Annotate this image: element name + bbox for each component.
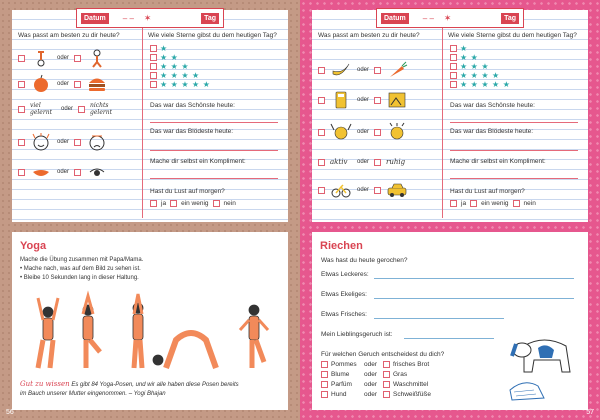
lieblings-field[interactable] bbox=[404, 338, 494, 339]
lust-label: Hast du Lust auf morgen? bbox=[450, 188, 525, 195]
date-label: Datum bbox=[381, 13, 409, 24]
yoga-poses-illustration bbox=[26, 290, 276, 372]
picture-icon bbox=[386, 90, 408, 110]
star-icon: ★ bbox=[502, 80, 511, 89]
diary-sheet-left bbox=[12, 10, 288, 222]
checkbox-wenig[interactable] bbox=[470, 200, 477, 207]
star-icon: ★ bbox=[492, 80, 500, 89]
star-icon: ★ bbox=[460, 62, 468, 71]
checkbox[interactable] bbox=[74, 169, 81, 176]
yoga-card bbox=[12, 232, 288, 410]
option-nein: nein bbox=[223, 200, 236, 207]
checkbox[interactable] bbox=[150, 72, 157, 79]
riechen-question: Was hast du heute gerochen? bbox=[321, 257, 408, 264]
yoga-line3: • Bleibe 10 Sekunden lang in dieser Haltung. bbox=[20, 275, 139, 281]
checkbox[interactable] bbox=[374, 97, 381, 104]
frisches-label: Etwas Frisches: bbox=[321, 311, 367, 318]
oder-label: oder bbox=[61, 106, 74, 112]
date-star-icon: ✶ bbox=[443, 12, 452, 23]
star-icon: ★ bbox=[160, 44, 168, 53]
word-aktiv: aktiv bbox=[330, 158, 348, 166]
checkbox[interactable] bbox=[374, 67, 381, 74]
right-page bbox=[300, 0, 600, 420]
smell-choice-row bbox=[321, 381, 428, 388]
gut-zu-wissen-label: Gut zu wissen bbox=[20, 380, 70, 388]
checkbox[interactable] bbox=[78, 106, 85, 113]
date-bar bbox=[376, 8, 524, 28]
star-icon: ★ bbox=[460, 71, 468, 80]
bicycle-icon bbox=[330, 180, 352, 200]
schoenste-label: Das war das Schönste heute: bbox=[450, 102, 535, 109]
oder-label: oder bbox=[357, 129, 370, 135]
entscheidest-label: Für welchen Geruch entscheidest du dich? bbox=[321, 351, 445, 358]
option-ja: ja bbox=[461, 200, 467, 207]
checkbox[interactable] bbox=[450, 72, 457, 79]
lieblings-label: Mein Lieblingsgeruch ist: bbox=[321, 331, 393, 338]
frisches-field[interactable] bbox=[374, 318, 504, 319]
checkbox[interactable] bbox=[383, 361, 390, 368]
checkbox[interactable] bbox=[374, 159, 381, 166]
option-wenig: ein wenig bbox=[481, 200, 509, 207]
lust-options bbox=[150, 200, 236, 207]
oder-label: oder bbox=[364, 391, 378, 398]
riechen-card bbox=[312, 232, 588, 410]
checkbox-ja[interactable] bbox=[150, 200, 157, 207]
calculator-icon bbox=[330, 90, 352, 110]
question-stars: Wie viele Sterne gibst du dem heutigen Tag? bbox=[448, 32, 577, 39]
sad-face-icon bbox=[86, 132, 108, 152]
word-ruhig: ruhig bbox=[386, 158, 406, 166]
happy-face-icon bbox=[30, 132, 52, 152]
checkbox[interactable] bbox=[321, 381, 328, 388]
checkbox[interactable] bbox=[450, 54, 457, 61]
smell-choice-row bbox=[321, 391, 431, 398]
checkbox[interactable] bbox=[74, 81, 81, 88]
option-b: Waschmittel bbox=[393, 381, 429, 388]
option-b: Schweißfüße bbox=[393, 391, 431, 398]
yoga-line1: Mache die Übung zusammen mit Papa/Mama. bbox=[20, 257, 144, 263]
choice-row bbox=[318, 122, 408, 142]
oder-label: oder bbox=[357, 187, 370, 193]
banana-icon bbox=[330, 60, 352, 80]
checkbox[interactable] bbox=[150, 63, 157, 70]
question-fit: Was passt am besten zu dir heute? bbox=[318, 32, 420, 39]
car-icon bbox=[386, 180, 408, 200]
bloedeste-label: Das war das Blödeste heute: bbox=[150, 128, 234, 135]
lust-options bbox=[450, 200, 536, 207]
word-viel-gelernt: viel gelernt bbox=[30, 102, 53, 116]
option-a: Parfüm bbox=[331, 381, 352, 388]
oder-label: oder bbox=[57, 169, 70, 175]
bloedeste-field[interactable] bbox=[450, 150, 578, 151]
option-b: Gras bbox=[393, 371, 408, 378]
star-icon: ★ bbox=[181, 62, 190, 71]
checkbox[interactable] bbox=[150, 45, 157, 52]
checkbox[interactable] bbox=[318, 159, 325, 166]
star-icon: ★ bbox=[160, 62, 168, 71]
choice-row bbox=[18, 162, 108, 182]
checkbox[interactable] bbox=[74, 139, 81, 146]
checkbox-wenig[interactable] bbox=[170, 200, 177, 207]
closed-eye-icon bbox=[86, 162, 108, 182]
star-icon: ★ bbox=[170, 62, 179, 71]
oder-label: oder bbox=[357, 67, 370, 73]
fact-line1: Es gibt 84 Yoga-Posen, und wir alle haben diese Posen bereits bbox=[71, 382, 239, 388]
bloedeste-label: Das war das Blödeste heute: bbox=[450, 128, 534, 135]
yoga-title: Yoga bbox=[20, 240, 47, 252]
choice-row bbox=[18, 102, 118, 116]
option-a: Hund bbox=[331, 391, 347, 398]
fact-line2: im Bauch unserer Mutter eingenommen. – Yogi Bhajan bbox=[20, 391, 166, 397]
dog-sniffing-shoe-illustration bbox=[504, 316, 584, 406]
oder-label: oder bbox=[364, 371, 378, 378]
checkbox[interactable] bbox=[18, 106, 25, 113]
checkbox[interactable] bbox=[383, 381, 390, 388]
star-rating bbox=[450, 44, 510, 89]
choice-row bbox=[18, 132, 108, 152]
cheering-child-icon bbox=[330, 122, 352, 142]
word-nichts-gelernt: nichts gelernt bbox=[90, 102, 113, 116]
checkbox[interactable] bbox=[321, 391, 328, 398]
page-number: 57 bbox=[586, 409, 594, 416]
date-field[interactable]: – – bbox=[422, 13, 434, 23]
date-field[interactable]: – – bbox=[122, 13, 134, 23]
choice-row bbox=[318, 158, 408, 166]
leckeres-field[interactable] bbox=[374, 278, 574, 279]
checkbox[interactable] bbox=[318, 129, 325, 136]
star-icon: ★ bbox=[192, 80, 200, 89]
checkbox[interactable] bbox=[150, 54, 157, 61]
star-icon: ★ bbox=[470, 71, 479, 80]
oder-label: oder bbox=[357, 159, 370, 165]
checkbox[interactable] bbox=[18, 169, 25, 176]
checkbox[interactable] bbox=[321, 361, 328, 368]
star-icon: ★ bbox=[460, 53, 468, 62]
schoenste-label: Das war das Schönste heute: bbox=[150, 102, 235, 109]
star-icon: ★ bbox=[192, 71, 200, 80]
kompliment-field[interactable] bbox=[450, 178, 578, 179]
checkbox[interactable] bbox=[450, 63, 457, 70]
checkbox[interactable] bbox=[374, 187, 381, 194]
star-icon: ★ bbox=[492, 71, 500, 80]
checkbox[interactable] bbox=[450, 45, 457, 52]
choice-row bbox=[18, 74, 108, 94]
checkbox[interactable] bbox=[150, 81, 157, 88]
star-icon: ★ bbox=[481, 80, 490, 89]
option-ja: ja bbox=[161, 200, 167, 207]
checkbox[interactable] bbox=[374, 129, 381, 136]
choice-row bbox=[18, 48, 108, 68]
oder-label: oder bbox=[364, 381, 378, 388]
yoga-line2: • Mache nach, was auf dem Bild zu sehen ist. bbox=[20, 266, 141, 272]
checkbox[interactable] bbox=[321, 371, 328, 378]
kompliment-label: Mache dir selbst ein Kompliment: bbox=[450, 158, 546, 165]
star-icon: ★ bbox=[160, 53, 168, 62]
oder-label: oder bbox=[57, 81, 70, 87]
question-stars: Wie viele Sterne gibst du dem heutigen Tag? bbox=[148, 32, 277, 39]
star-icon: ★ bbox=[181, 80, 190, 89]
smell-choice-row bbox=[321, 361, 429, 368]
date-star-icon: ✶ bbox=[143, 12, 152, 23]
schoenste-field[interactable] bbox=[450, 122, 578, 123]
day-label: Tag bbox=[501, 13, 519, 24]
carrot-icon bbox=[386, 60, 408, 80]
handstand-child-icon bbox=[30, 48, 52, 68]
choice-row bbox=[318, 90, 408, 110]
star-icon: ★ bbox=[181, 71, 190, 80]
diary-sheet-right bbox=[312, 10, 588, 222]
date-label: Datum bbox=[81, 13, 109, 24]
lust-label: Hast du Lust auf morgen? bbox=[150, 188, 225, 195]
star-icon: ★ bbox=[460, 80, 468, 89]
divider-line bbox=[142, 28, 143, 218]
option-nein: nein bbox=[523, 200, 536, 207]
leckeres-label: Etwas Leckeres: bbox=[321, 271, 369, 278]
divider-line bbox=[442, 28, 443, 218]
star-icon: ★ bbox=[481, 71, 490, 80]
star-icon: ★ bbox=[460, 44, 468, 53]
oder-label: oder bbox=[364, 361, 378, 368]
option-b: frisches Brot bbox=[393, 361, 430, 368]
star-icon: ★ bbox=[160, 71, 168, 80]
choice-row bbox=[318, 60, 408, 80]
oder-label: oder bbox=[357, 97, 370, 103]
checkbox-nein[interactable] bbox=[213, 200, 220, 207]
smell-choice-row bbox=[321, 371, 407, 378]
oder-label: oder bbox=[57, 55, 70, 61]
star-icon: ★ bbox=[202, 80, 211, 89]
page-number: 56 bbox=[6, 409, 14, 416]
checkbox-nein[interactable] bbox=[513, 200, 520, 207]
checkbox-ja[interactable] bbox=[450, 200, 457, 207]
star-icon: ★ bbox=[470, 80, 479, 89]
star-icon: ★ bbox=[170, 71, 179, 80]
riechen-title: Riechen bbox=[320, 240, 363, 252]
question-fit: Was passt am besten zu dir heute? bbox=[18, 32, 120, 39]
checkbox[interactable] bbox=[383, 391, 390, 398]
ekeliges-label: Etwas Ekeliges: bbox=[321, 291, 367, 298]
kompliment-field[interactable] bbox=[150, 178, 278, 179]
checkbox[interactable] bbox=[383, 371, 390, 378]
walking-child-icon bbox=[86, 48, 108, 68]
checkbox[interactable] bbox=[18, 55, 25, 62]
checkbox[interactable] bbox=[18, 81, 25, 88]
star-icon: ★ bbox=[170, 80, 179, 89]
checkbox[interactable] bbox=[18, 139, 25, 146]
apple-icon bbox=[30, 74, 52, 94]
angry-child-icon bbox=[386, 122, 408, 142]
star-icon: ★ bbox=[470, 62, 479, 71]
checkbox[interactable] bbox=[318, 187, 325, 194]
ekeliges-field[interactable] bbox=[374, 298, 574, 299]
option-a: Blume bbox=[331, 371, 350, 378]
star-rating bbox=[150, 44, 210, 89]
star-icon: ★ bbox=[481, 62, 490, 71]
option-a: Pommes bbox=[331, 361, 357, 368]
oder-label: oder bbox=[57, 139, 70, 145]
star-icon: ★ bbox=[160, 80, 168, 89]
schoenste-field[interactable] bbox=[150, 122, 278, 123]
choice-row bbox=[318, 180, 408, 200]
star-icon: ★ bbox=[470, 53, 479, 62]
option-wenig: ein wenig bbox=[181, 200, 209, 207]
star-icon: ★ bbox=[170, 53, 179, 62]
burger-icon bbox=[86, 74, 108, 94]
kompliment-label: Mache dir selbst ein Kompliment: bbox=[150, 158, 246, 165]
smiling-mouth-icon bbox=[30, 162, 52, 182]
bloedeste-field[interactable] bbox=[150, 150, 278, 151]
checkbox[interactable] bbox=[318, 97, 325, 104]
checkbox[interactable] bbox=[450, 81, 457, 88]
checkbox[interactable] bbox=[318, 67, 325, 74]
checkbox[interactable] bbox=[74, 55, 81, 62]
date-bar bbox=[76, 8, 224, 28]
day-label: Tag bbox=[201, 13, 219, 24]
yoga-fact bbox=[20, 380, 239, 390]
